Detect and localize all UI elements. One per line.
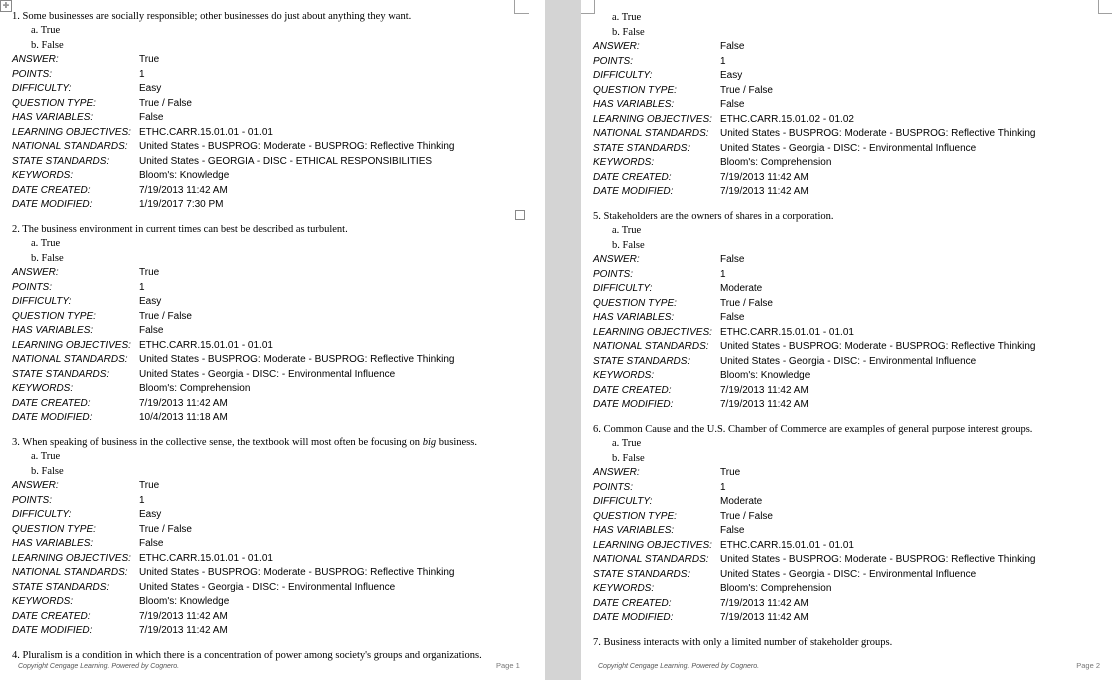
has-variables-label: HAS VARIABLES:: [593, 525, 675, 536]
difficulty-row: [593, 69, 1036, 84]
state-standards-value: United States - Georgia - DISC: - Environmental Influence: [139, 368, 396, 380]
answer-label: ANSWER:: [12, 480, 59, 491]
question-type-value: True / False: [139, 523, 192, 535]
points-label: POINTS:: [12, 68, 53, 80]
question-type-row: [593, 84, 1036, 99]
points-row: [12, 68, 455, 83]
answer-row: [12, 479, 477, 494]
answer-value: True: [139, 54, 160, 65]
date-modified-label: DATE MODIFIED:: [593, 399, 674, 410]
national-standards-value: United States - BUSPROG: Moderate - BUSPROG: Reflective Thinking: [139, 354, 455, 365]
question-text: 1. Some businesses are socially responsible; other businesses do just about anything they want.: [12, 11, 412, 22]
date-modified-value: 1/19/2017 7:30 PM: [139, 199, 224, 210]
date-created-value: 7/19/2013 11:42 AM: [139, 397, 228, 409]
question-type-row: [12, 523, 477, 538]
date-created-value: 7/19/2013 11:42 AM: [139, 184, 228, 196]
answer-value: True: [720, 467, 741, 478]
difficulty-row: [12, 508, 477, 523]
difficulty-value: Moderate: [720, 496, 763, 507]
date-modified-row: [12, 624, 477, 639]
date-created-value: 7/19/2013 11:42 AM: [720, 171, 809, 183]
date-modified-value: 7/19/2013 11:42 AM: [720, 186, 809, 197]
points-label: POINTS:: [593, 268, 634, 280]
keywords-value: Bloom's: Knowledge: [139, 596, 230, 607]
has-variables-row: [593, 524, 1036, 539]
learning-objectives-label: LEARNING OBJECTIVES:: [593, 539, 712, 551]
keywords-row: [593, 369, 1036, 384]
question-type-row: [593, 297, 1036, 312]
difficulty-label: DIFFICULTY:: [593, 283, 653, 294]
learning-objectives-row: [12, 126, 455, 141]
date-modified-label: DATE MODIFIED:: [593, 186, 674, 197]
choice-a: a. True: [612, 438, 642, 449]
national-standards-value: United States - BUSPROG: Moderate - BUSPROG: Reflective Thinking: [720, 128, 1036, 139]
date-created-label: DATE CREATED:: [593, 384, 672, 396]
date-modified-value: 7/19/2013 11:42 AM: [720, 612, 809, 623]
state-standards-value: United States - Georgia - DISC: - Environmental Influence: [720, 142, 977, 154]
date-modified-label: DATE MODIFIED:: [593, 612, 674, 623]
points-row: [12, 494, 477, 509]
date-modified-row: [593, 611, 1036, 626]
has-variables-row: [593, 98, 1036, 113]
points-row: [593, 268, 1036, 283]
points-value: 1: [139, 281, 145, 293]
date-created-label: DATE CREATED:: [12, 397, 91, 409]
points-value: 1: [720, 268, 726, 280]
date-modified-label: DATE MODIFIED:: [12, 199, 93, 210]
points-row: [12, 281, 455, 296]
question-text-end: business.: [436, 437, 477, 448]
national-standards-row: [593, 340, 1036, 355]
choice-b: b. False: [31, 39, 64, 51]
points-value: 1: [139, 68, 145, 80]
learning-objectives-value: ETHC.CARR.15.01.01 - 01.01: [139, 552, 273, 564]
answer-label: ANSWER:: [12, 54, 59, 65]
national-standards-label: NATIONAL STANDARDS:: [12, 354, 128, 365]
date-created-label: DATE CREATED:: [593, 171, 672, 183]
learning-objectives-row: [593, 113, 1036, 128]
national-standards-value: United States - BUSPROG: Moderate - BUSPROG: Reflective Thinking: [720, 341, 1036, 352]
keywords-value: Bloom's: Comprehension: [139, 383, 251, 394]
question-type-value: True / False: [720, 510, 773, 522]
page-corner-marker-icon: [514, 0, 529, 14]
points-label: POINTS:: [12, 494, 53, 506]
question-text: 5. Stakeholders are the owners of shares in a corporation.: [593, 211, 834, 222]
date-created-row: [593, 384, 1036, 399]
question-4: [12, 649, 482, 663]
date-created-row: [593, 171, 1036, 186]
national-standards-label: NATIONAL STANDARDS:: [12, 567, 128, 578]
difficulty-value: Easy: [139, 83, 162, 94]
question-7: [593, 636, 892, 650]
page-gap: [545, 0, 581, 680]
answer-row: [593, 466, 1036, 481]
keywords-value: Bloom's: Comprehension: [720, 583, 832, 594]
date-modified-row: [593, 398, 1036, 413]
learning-objectives-value: ETHC.CARR.15.01.01 - 01.01: [720, 539, 854, 551]
state-standards-label: STATE STANDARDS:: [12, 368, 110, 380]
national-standards-label: NATIONAL STANDARDS:: [12, 141, 128, 152]
page-number: Page 2: [1076, 661, 1100, 670]
question-type-value: True / False: [720, 84, 773, 96]
learning-objectives-row: [593, 539, 1036, 554]
question-text-start: 3. When speaking of business in the collective sense, the textbook will most often be focusing on: [12, 437, 423, 448]
keywords-label: KEYWORDS:: [12, 170, 74, 181]
keywords-value: Bloom's: Comprehension: [720, 157, 832, 168]
learning-objectives-row: [12, 552, 477, 567]
has-variables-row: [12, 324, 455, 339]
question-type-value: True / False: [720, 297, 773, 309]
state-standards-row: [593, 568, 1036, 583]
points-value: 1: [720, 481, 726, 493]
difficulty-value: Easy: [139, 509, 162, 520]
keywords-row: [593, 582, 1036, 597]
answer-label: ANSWER:: [593, 41, 640, 52]
has-variables-value: False: [139, 112, 164, 123]
keywords-row: [12, 595, 477, 610]
document-page-1: [0, 0, 545, 680]
state-standards-row: [593, 142, 1036, 157]
keywords-label: KEYWORDS:: [593, 157, 655, 168]
answer-label: ANSWER:: [593, 467, 640, 478]
national-standards-value: United States - BUSPROG: Moderate - BUSPROG: Reflective Thinking: [720, 554, 1036, 565]
state-standards-label: STATE STANDARDS:: [12, 581, 110, 593]
learning-objectives-label: LEARNING OBJECTIVES:: [12, 126, 131, 138]
difficulty-row: [12, 82, 455, 97]
learning-objectives-value: ETHC.CARR.15.01.01 - 01.01: [139, 339, 273, 351]
difficulty-label: DIFFICULTY:: [12, 296, 72, 307]
keywords-label: KEYWORDS:: [12, 596, 74, 607]
keywords-value: Bloom's: Knowledge: [720, 370, 811, 381]
learning-objectives-row: [12, 339, 455, 354]
date-modified-value: 7/19/2013 11:42 AM: [139, 625, 228, 636]
date-modified-label: DATE MODIFIED:: [12, 625, 93, 636]
state-standards-value: United States - Georgia - DISC: - Environmental Influence: [720, 568, 977, 580]
national-standards-value: United States - BUSPROG: Moderate - BUSPROG: Reflective Thinking: [139, 567, 455, 578]
answer-row: [12, 53, 455, 68]
has-variables-label: HAS VARIABLES:: [12, 325, 94, 336]
date-created-value: 7/19/2013 11:42 AM: [720, 597, 809, 609]
page-number: Page 1: [496, 661, 520, 670]
national-standards-row: [593, 127, 1036, 142]
footer-copyright: Copyright Cengage Learning. Powered by Cognero.: [598, 663, 760, 670]
learning-objectives-value: ETHC.CARR.15.01.01 - 01.01: [139, 126, 273, 138]
national-standards-value: United States - BUSPROG: Moderate - BUSPROG: Reflective Thinking: [139, 141, 455, 152]
difficulty-row: [593, 495, 1036, 510]
state-standards-label: STATE STANDARDS:: [593, 568, 691, 580]
date-created-row: [12, 397, 455, 412]
points-label: POINTS:: [12, 281, 53, 293]
choice-b: b. False: [612, 239, 645, 251]
page-corner-marker-icon: [1098, 0, 1112, 14]
has-variables-label: HAS VARIABLES:: [12, 538, 94, 549]
state-standards-row: [12, 155, 455, 170]
state-standards-label: STATE STANDARDS:: [12, 155, 110, 167]
choice-a: a. True: [31, 238, 61, 249]
question-text: 6. Common Cause and the U.S. Chamber of Commerce are examples of general purpose interest groups.: [593, 424, 1033, 435]
learning-objectives-row: [593, 326, 1036, 341]
difficulty-label: DIFFICULTY:: [593, 70, 653, 81]
keywords-label: KEYWORDS:: [593, 583, 655, 594]
difficulty-value: Moderate: [720, 283, 763, 294]
question-type-row: [593, 510, 1036, 525]
question-type-label: QUESTION TYPE:: [593, 297, 677, 309]
has-variables-value: False: [720, 312, 745, 323]
has-variables-value: False: [720, 99, 745, 110]
difficulty-label: DIFFICULTY:: [12, 509, 72, 520]
choice-b: b. False: [612, 26, 645, 38]
has-variables-label: HAS VARIABLES:: [593, 312, 675, 323]
choice-a: a. True: [612, 225, 642, 236]
keywords-row: [12, 169, 455, 184]
difficulty-value: Easy: [720, 70, 743, 81]
keywords-row: [12, 382, 455, 397]
has-variables-row: [12, 111, 455, 126]
date-created-label: DATE CREATED:: [12, 610, 91, 622]
footer-copyright: Copyright Cengage Learning. Powered by Cognero.: [18, 663, 180, 670]
table-move-handle-icon[interactable]: ✛: [0, 0, 12, 12]
date-modified-value: 7/19/2013 11:42 AM: [720, 399, 809, 410]
national-standards-row: [12, 353, 455, 368]
question-1: [12, 10, 455, 213]
points-row: [593, 55, 1036, 70]
points-value: 1: [720, 55, 726, 67]
date-created-label: DATE CREATED:: [593, 597, 672, 609]
national-standards-label: NATIONAL STANDARDS:: [593, 554, 709, 565]
question-2: [12, 223, 455, 426]
answer-value: True: [139, 480, 160, 491]
state-standards-row: [12, 581, 477, 596]
date-created-value: 7/19/2013 11:42 AM: [139, 610, 228, 622]
points-label: POINTS:: [593, 481, 634, 493]
question-4-continued: [593, 11, 1036, 200]
question-3: [12, 436, 477, 639]
keywords-row: [593, 156, 1036, 171]
points-row: [593, 481, 1036, 496]
has-variables-label: HAS VARIABLES:: [593, 99, 675, 110]
question-type-label: QUESTION TYPE:: [12, 97, 96, 109]
answer-row: [593, 253, 1036, 268]
national-standards-row: [12, 140, 455, 155]
state-standards-label: STATE STANDARDS:: [593, 142, 691, 154]
question-type-label: QUESTION TYPE:: [593, 84, 677, 96]
question-text: 7. Business interacts with only a limited number of stakeholder groups.: [593, 637, 893, 648]
date-modified-label: DATE MODIFIED:: [12, 412, 93, 423]
answer-value: False: [720, 254, 745, 265]
state-standards-row: [593, 355, 1036, 370]
question-5: [593, 210, 1036, 413]
question-type-label: QUESTION TYPE:: [12, 523, 96, 535]
difficulty-row: [12, 295, 455, 310]
learning-objectives-label: LEARNING OBJECTIVES:: [12, 552, 131, 564]
question-text: 4. Pluralism is a condition in which there is a concentration of power among society's groups and organizations.: [12, 650, 482, 661]
answer-value: False: [720, 41, 745, 52]
has-variables-row: [12, 537, 477, 552]
question-type-label: QUESTION TYPE:: [593, 510, 677, 522]
learning-objectives-value: ETHC.CARR.15.01.02 - 01.02: [720, 113, 854, 125]
national-standards-row: [593, 553, 1036, 568]
national-standards-label: NATIONAL STANDARDS:: [593, 128, 709, 139]
keywords-label: KEYWORDS:: [593, 370, 655, 381]
question-type-label: QUESTION TYPE:: [12, 310, 96, 322]
learning-objectives-label: LEARNING OBJECTIVES:: [593, 326, 712, 338]
date-modified-row: [12, 411, 455, 426]
choice-b: b. False: [612, 452, 645, 464]
national-standards-row: [12, 566, 477, 581]
learning-objectives-label: LEARNING OBJECTIVES:: [12, 339, 131, 351]
state-standards-row: [12, 368, 455, 383]
question-type-value: True / False: [139, 97, 192, 109]
date-modified-row: [593, 185, 1036, 200]
question-type-value: True / False: [139, 310, 192, 322]
difficulty-label: DIFFICULTY:: [593, 496, 653, 507]
question-text-emphasis: big: [422, 437, 437, 448]
learning-objectives-label: LEARNING OBJECTIVES:: [593, 113, 712, 125]
date-created-label: DATE CREATED:: [12, 184, 91, 196]
question-type-row: [12, 310, 455, 325]
has-variables-label: HAS VARIABLES:: [12, 112, 94, 123]
has-variables-row: [593, 311, 1036, 326]
answer-value: True: [139, 267, 160, 278]
choice-a: a. True: [31, 25, 61, 36]
answer-row: [593, 40, 1036, 55]
has-variables-value: False: [139, 538, 164, 549]
keywords-value: Bloom's: Knowledge: [139, 170, 230, 181]
date-modified-value: 10/4/2013 11:18 AM: [139, 412, 228, 423]
question-6: [593, 423, 1036, 626]
state-standards-value: United States - Georgia - DISC: - Environmental Influence: [139, 581, 396, 593]
choice-a: a. True: [31, 451, 61, 462]
national-standards-label: NATIONAL STANDARDS:: [593, 341, 709, 352]
keywords-label: KEYWORDS:: [12, 383, 74, 394]
date-created-value: 7/19/2013 11:42 AM: [720, 384, 809, 396]
difficulty-label: DIFFICULTY:: [12, 83, 72, 94]
difficulty-value: Easy: [139, 296, 162, 307]
question-text: 2. The business environment in current times can best be described as turbulent.: [12, 224, 348, 235]
table-resize-handle-icon[interactable]: [515, 210, 525, 220]
state-standards-label: STATE STANDARDS:: [593, 355, 691, 367]
document-page-2: [581, 0, 1112, 680]
has-variables-value: False: [720, 525, 745, 536]
date-created-row: [12, 610, 477, 625]
has-variables-value: False: [139, 325, 164, 336]
answer-label: ANSWER:: [593, 254, 640, 265]
answer-row: [12, 266, 455, 281]
answer-label: ANSWER:: [12, 267, 59, 278]
points-value: 1: [139, 494, 145, 506]
date-modified-row: [12, 198, 455, 213]
question-text: [12, 436, 477, 450]
difficulty-row: [593, 282, 1036, 297]
choice-a: a. True: [612, 12, 642, 23]
question-type-row: [12, 97, 455, 112]
date-created-row: [12, 184, 455, 199]
state-standards-value: United States - GEORGIA - DISC - ETHICAL RESPONSIBILITIES: [139, 155, 433, 167]
choice-b: b. False: [31, 465, 64, 477]
date-created-row: [593, 597, 1036, 612]
learning-objectives-value: ETHC.CARR.15.01.01 - 01.01: [720, 326, 854, 338]
points-label: POINTS:: [593, 55, 634, 67]
state-standards-value: United States - Georgia - DISC: - Environmental Influence: [720, 355, 977, 367]
choice-b: b. False: [31, 252, 64, 264]
